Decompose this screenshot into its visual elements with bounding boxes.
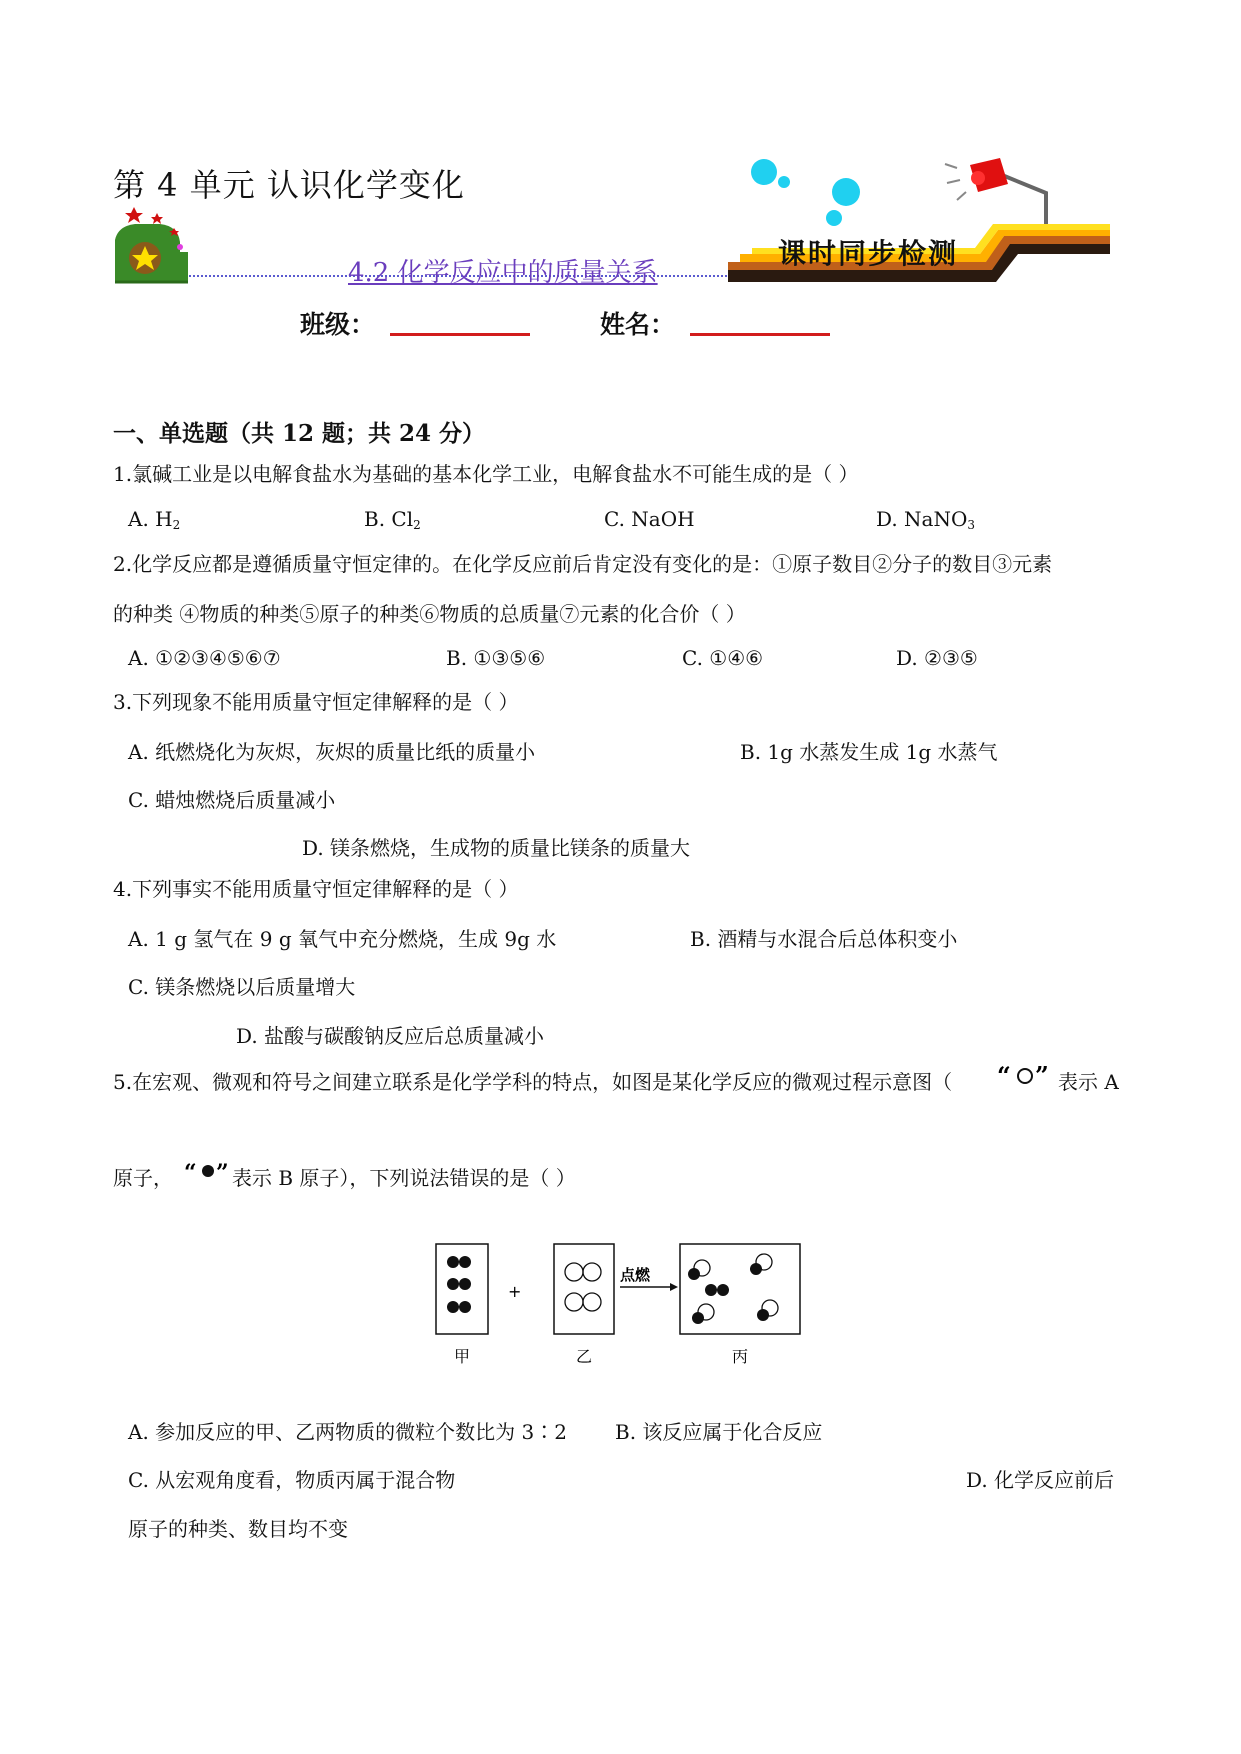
reaction-diagram bbox=[430, 1240, 810, 1372]
question-4: 4.下列事实不能用质量守恒定律解释的是（ ） bbox=[113, 877, 519, 901]
q5-option-b[interactable]: B. 该反应属于化合反应 bbox=[615, 1420, 823, 1444]
filled-circle-atom-icon bbox=[182, 1158, 234, 1188]
question-1: 1.氯碱工业是以电解食盐水为基础的基本化学工业，电解食盐水不可能生成的是（ ） bbox=[113, 462, 859, 486]
q5-option-a[interactable]: A. 参加反应的甲、乙两物质的微粒个数比为 3∶2 bbox=[128, 1420, 567, 1444]
sync-check-badge: 课时同步检测 bbox=[778, 237, 959, 270]
label-bing: 丙 bbox=[732, 1347, 749, 1366]
star-mound-icon bbox=[115, 207, 188, 282]
question-5-line2-end: 表示 B 原子），下列说法错误的是（ ） bbox=[232, 1166, 576, 1190]
q2-option-a[interactable]: A. ①②③④⑤⑥⑦ bbox=[128, 646, 281, 670]
q4-option-a[interactable]: A. 1 g 氢气在 9 g 氧气中充分燃烧，生成 9g 水 bbox=[128, 927, 557, 951]
section-title: 一、单选题（共 12 题；共 24 分） bbox=[113, 420, 486, 447]
question-3: 3.下列现象不能用质量守恒定律解释的是（ ） bbox=[113, 690, 519, 714]
q4-option-d[interactable]: D. 盐酸与碳酸钠反应后总质量减小 bbox=[236, 1024, 545, 1048]
q4-option-b[interactable]: B. 酒精与水混合后总体积变小 bbox=[690, 927, 958, 951]
q5-option-d[interactable]: D. 化学反应前后 bbox=[966, 1468, 1115, 1492]
svg-text:“: “ bbox=[184, 1160, 197, 1186]
q3-option-d[interactable]: D. 镁条燃烧，生成物的质量比镁条的质量大 bbox=[302, 836, 691, 860]
q2-option-c[interactable]: C. ①④⑥ bbox=[682, 646, 764, 670]
svg-text:“: “ bbox=[997, 1062, 1011, 1090]
q2-option-b[interactable]: B. ①③⑤⑥ bbox=[446, 646, 546, 670]
svg-text:”: ” bbox=[1035, 1062, 1049, 1090]
question-5-line1: 5.在宏观、微观和符号之间建立联系是化学学科的特点，如图是某化学反应的微观过程示意图（ bbox=[113, 1070, 953, 1094]
q5-option-c[interactable]: C. 从宏观角度看，物质丙属于混合物 bbox=[128, 1468, 456, 1492]
label-jia: 甲 bbox=[454, 1347, 471, 1366]
plus-sign: + bbox=[508, 1282, 522, 1301]
question-2-line2: 的种类 ④物质的种类⑤原子的种类⑥物质的总质量⑦元素的化合价（ ） bbox=[113, 602, 746, 626]
q3-option-c[interactable]: C. 蜡烛燃烧后质量减小 bbox=[128, 788, 336, 812]
lesson-title: 4.2 化学反应中的质量关系 bbox=[348, 258, 658, 288]
name-label: 姓名： bbox=[600, 310, 676, 339]
box-yi bbox=[554, 1244, 614, 1334]
q5-option-d-continued: 原子的种类、数目均不变 bbox=[128, 1517, 348, 1541]
q3-option-b[interactable]: B. 1g 水蒸发生成 1g 水蒸气 bbox=[740, 740, 998, 764]
svg-text:”: ” bbox=[216, 1160, 229, 1186]
label-yi: 乙 bbox=[576, 1347, 593, 1366]
bubbles-icon bbox=[751, 159, 860, 226]
q1-option-d[interactable]: D. NaNO$_3$ bbox=[876, 507, 975, 532]
q4-option-c[interactable]: C. 镁条燃烧以后质量增大 bbox=[128, 975, 356, 999]
question-5-line1-end: 表示 A bbox=[1058, 1070, 1119, 1094]
q1-option-a[interactable]: A. $H_2$ bbox=[128, 507, 181, 532]
open-circle-atom-icon bbox=[995, 1062, 1055, 1092]
question-5-line2-start: 原子， bbox=[113, 1166, 173, 1190]
unit-title: 第 4 单元 认识化学变化 bbox=[113, 166, 465, 204]
q1-option-b[interactable]: B. $Cl_2$ bbox=[364, 507, 421, 532]
class-field[interactable] bbox=[390, 333, 530, 336]
q2-option-d[interactable]: D. ②③⑤ bbox=[896, 646, 978, 670]
q3-option-a[interactable]: A. 纸燃烧化为灰烬，灰烬的质量比纸的质量小 bbox=[128, 740, 536, 764]
arrow-label: 点燃 bbox=[620, 1266, 651, 1284]
question-2-line1: 2.化学反应都是遵循质量守恒定律的。在化学反应前后肯定没有变化的是：①原子数目②分子的数目③元素 bbox=[113, 552, 1053, 576]
name-field[interactable] bbox=[690, 333, 830, 336]
q1-option-c[interactable]: C. NaOH bbox=[604, 507, 695, 531]
class-label: 班级： bbox=[300, 310, 376, 339]
